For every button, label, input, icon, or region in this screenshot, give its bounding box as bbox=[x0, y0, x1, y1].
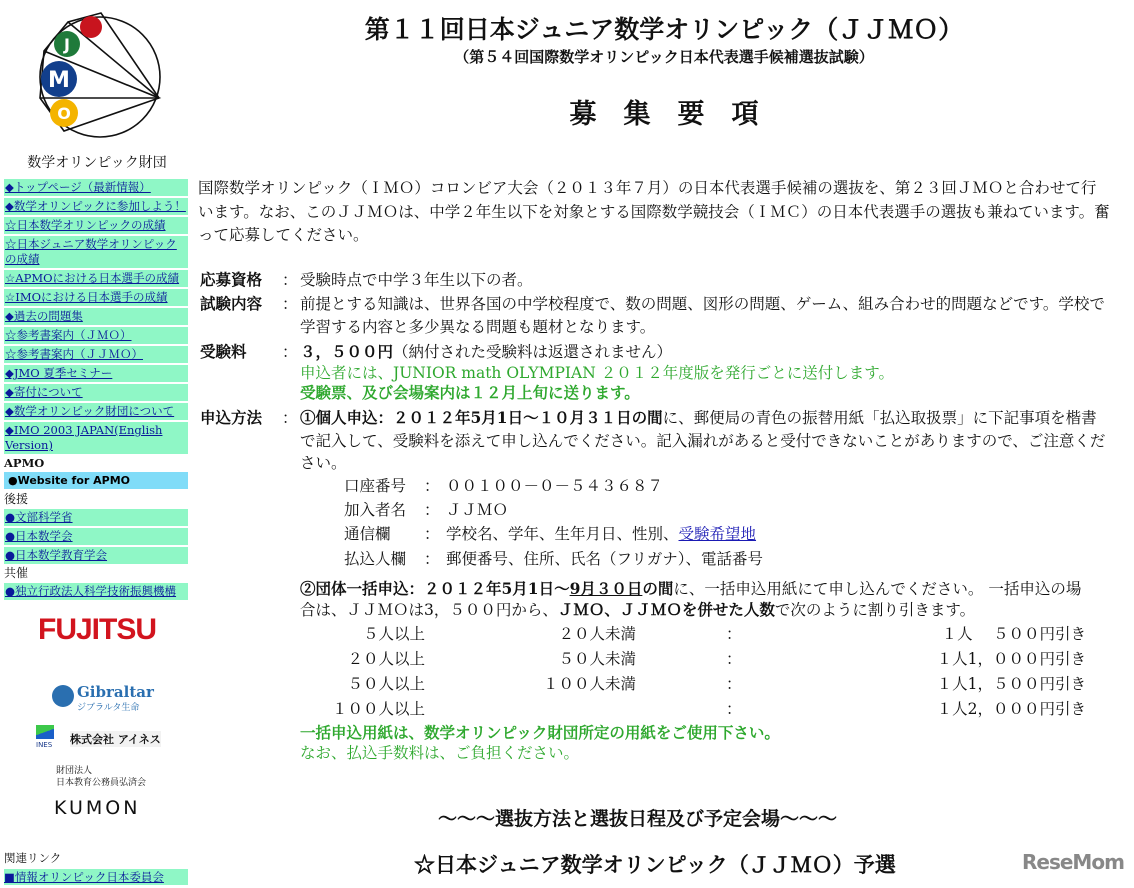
colon: ： bbox=[424, 550, 440, 568]
group-period: ②団体一括申込：２０１２年5月1日〜 bbox=[300, 579, 570, 598]
related-ioi-link[interactable]: ■情報オリンピック日本委員会 bbox=[4, 869, 188, 885]
eligibility-label: 応募資格 bbox=[200, 270, 263, 289]
colon: ： bbox=[424, 477, 440, 495]
resemom-watermark: ReseMom bbox=[1022, 850, 1124, 874]
cosponsor-jst[interactable]: ●独立行政法人科学技術振興機構 bbox=[4, 583, 188, 600]
apmo-website-link[interactable]: ●Website for APMO bbox=[4, 472, 188, 489]
content-label: 試験内容 bbox=[200, 294, 263, 313]
discount-discount: １人1，０００円引き bbox=[936, 650, 1086, 668]
jjmo-preliminary-heading: ☆日本ジュニア数学オリンピック（ＪＪＭＯ）予選 bbox=[414, 852, 896, 877]
related-links bbox=[4, 850, 188, 885]
individual-text: に、郵便局の青色の振替用紙「払込取扱票」に下記事項を楷書 bbox=[662, 409, 1097, 427]
nav-imo2003[interactable]: ◆IMO 2003 JAPAN(English Version) bbox=[4, 422, 188, 454]
discount-from: ２０人以上 bbox=[347, 650, 425, 668]
nav-donation[interactable]: ◆寄付について bbox=[4, 384, 188, 401]
related-heading: 関連リンク bbox=[4, 851, 62, 865]
individual-period: ①個人申込：２０１２年5月1日〜１０月３１日の間 bbox=[300, 408, 663, 427]
discount-to: ２０人未満 bbox=[558, 625, 636, 643]
fee-amount: ３，５００円 bbox=[300, 342, 394, 361]
colon: ： bbox=[282, 409, 298, 427]
field-message-name: 通信欄 bbox=[344, 525, 391, 543]
intro-text: 国際数学オリンピック（ＩＭＯ）コロンビア大会（２０１３年７月）の日本代表選手候補の選抜を、第２３回ＪＭＯと合わせて行います。なお、このＪＪＭＯは、中学２年生以下を対象とする国際数学競技会（ＩＭＣ）の日本代表選手の選抜も兼ねています。奮って応募してください。 bbox=[198, 179, 1110, 244]
field-account-value: ００１００－０－５４３６８７ bbox=[446, 477, 664, 495]
page-title: 第１１回日本ジュニア数学オリンピック（ＪＪＭＯ） bbox=[364, 15, 964, 44]
discount-from: ５０人以上 bbox=[347, 675, 425, 693]
field-message-value bbox=[446, 522, 756, 544]
fee-green-note-2: 受験票、及び会場案内は１２月上旬に送ります。 bbox=[300, 383, 640, 402]
group-text-a: 合は、ＪＪＭＯは3，５００円から、 bbox=[300, 601, 558, 619]
group-deadline: 9月３０日 bbox=[569, 579, 643, 598]
nav-books-jjmo[interactable]: ☆参考書案内（ＪＪＭＯ） bbox=[4, 346, 188, 363]
group-text-b: ＪＭＯ、ＪＪＭＯを併せた人数 bbox=[557, 600, 775, 619]
support-msj[interactable]: ●日本数学会 bbox=[4, 528, 188, 545]
content-line-1: 前提とする知識は、世界各国の中学校程度で、数の問題、図形の問題、ゲーム、組み合わせ的問題などです。学校で bbox=[300, 295, 1105, 313]
discount-sep: ： bbox=[726, 700, 742, 718]
nav-summer-seminar[interactable]: ◆JMO 夏季セミナー bbox=[4, 365, 188, 382]
svg-text:J: J bbox=[64, 35, 70, 54]
apmo-heading: APMO bbox=[4, 456, 45, 470]
kumon-logo[interactable]: KUMON bbox=[54, 797, 141, 819]
support-jsme[interactable]: ●日本数学教育学会 bbox=[4, 547, 188, 564]
gibraltar-icon bbox=[52, 685, 74, 707]
fee-line bbox=[300, 340, 672, 362]
field-account-name: 口座番号 bbox=[344, 477, 407, 495]
discount-discount: １人2，０００円引き bbox=[936, 700, 1086, 718]
nav-apmo-results[interactable]: ☆APMOにおける日本選手の成績 bbox=[4, 270, 188, 287]
nav-top[interactable]: ◆トップページ（最新情報） bbox=[4, 179, 188, 196]
nav-past-problems[interactable]: ◆過去の問題集 bbox=[4, 308, 188, 325]
individual-line-3: さい。 bbox=[300, 454, 347, 472]
group-form-note: 一括申込用紙は、数学オリンピック財団所定の用紙をご使用下さい。 bbox=[300, 723, 780, 742]
kyosai-logo[interactable]: 財団法人 日本教育公務員弘済会 bbox=[56, 766, 147, 788]
content-line-2: 学習する内容と多少異なる問題も題材となります。 bbox=[300, 318, 656, 336]
colon: ： bbox=[424, 525, 440, 543]
field-holder-name: 加入者名 bbox=[344, 501, 407, 519]
field-holder-value: ＪＪＭＯ bbox=[446, 501, 509, 519]
group-period-end: の間 bbox=[642, 579, 674, 598]
discount-from: １００人以上 bbox=[331, 700, 425, 718]
svg-text:O: O bbox=[57, 104, 71, 123]
fee-label: 受験料 bbox=[200, 342, 247, 361]
field-payer-name: 払込人欄 bbox=[344, 550, 407, 568]
sidebar-nav bbox=[4, 179, 188, 602]
ines-icon bbox=[36, 725, 54, 739]
individual-line-1 bbox=[300, 406, 1097, 428]
group-line-2 bbox=[300, 598, 975, 620]
section-title: 募 集 要 項 bbox=[569, 99, 759, 130]
cosponsor-heading: 共催 bbox=[4, 566, 29, 580]
page-subtitle: （第５４回国際数学オリンピック日本代表選手候補選抜試験） bbox=[454, 48, 874, 66]
jmo-logo bbox=[4, 0, 190, 175]
ines-logo[interactable]: INES 株式会社 アイネス bbox=[34, 725, 174, 751]
eligibility-text: 受験時点で中学３年生以下の者。 bbox=[300, 271, 533, 289]
fee-green-note-1: 申込者には、JUNIOR math OLYMPIAN ２０１２年度版を発行ごとに送付します。 bbox=[300, 364, 894, 382]
nav-imo-results[interactable]: ☆IMOにおける日本選手の成績 bbox=[4, 289, 188, 306]
fee-note: （納付された受験料は返還されません） bbox=[393, 343, 673, 361]
nav-jjmo-results[interactable]: ☆日本ジュニア数学オリンピックの成績 bbox=[4, 236, 188, 268]
field-payer-value: 郵便番号、住所、氏名（フリガナ）、電話番号 bbox=[446, 550, 763, 568]
support-mext[interactable]: ●文部科学省 bbox=[4, 509, 188, 526]
nav-jmo-results[interactable]: ☆日本数学オリンピックの成績 bbox=[4, 217, 188, 234]
discount-discount: １人1，５００円引き bbox=[936, 675, 1086, 693]
group-text-c: で次のように割り引きます。 bbox=[774, 601, 976, 619]
group-text: に、一括申込用紙にて申し込んでください。 一括申込の場 bbox=[673, 580, 1082, 598]
org-name: 数学オリンピック財団 bbox=[27, 155, 167, 171]
svg-text:M: M bbox=[48, 68, 70, 93]
discount-sep: ： bbox=[726, 625, 742, 643]
discount-discount: １人 ５００円引き bbox=[941, 625, 1086, 643]
group-line-1 bbox=[300, 577, 1081, 599]
discount-from: ５人以上 bbox=[362, 625, 425, 643]
discount-sep: ： bbox=[726, 675, 742, 693]
nav-participate[interactable]: ◆数学オリンピックに参加しよう！ bbox=[4, 198, 188, 215]
colon: ： bbox=[424, 501, 440, 519]
individual-line-2: で記入して、受験料を添えて申し込んでください。記入漏れがあると受付できないことがありますので、ご注意くだ bbox=[300, 432, 1106, 450]
colon: ： bbox=[282, 295, 298, 313]
fujitsu-logo[interactable]: FUJITSU bbox=[38, 613, 157, 646]
support-heading: 後援 bbox=[4, 492, 29, 506]
discount-to: １００人未満 bbox=[542, 675, 636, 693]
nav-about[interactable]: ◆数学オリンピック財団について bbox=[4, 403, 188, 420]
discount-sep: ： bbox=[726, 650, 742, 668]
nav-books-jmo[interactable]: ☆参考書案内（ＪＭＯ） bbox=[4, 327, 188, 344]
discount-to: ５０人未満 bbox=[558, 650, 636, 668]
group-fee-note: なお、払込手数料は、ご負担ください。 bbox=[300, 744, 580, 762]
colon: ： bbox=[282, 271, 298, 289]
exam-location-link[interactable]: 受験希望地 bbox=[678, 525, 757, 543]
colon: ： bbox=[282, 343, 298, 361]
field-message-text: 学校名、学年、生年月日、性別、 bbox=[446, 525, 679, 543]
apply-label: 申込方法 bbox=[200, 408, 263, 427]
selection-heading: 〜〜〜選抜方法と選抜日程及び予定会場〜〜〜 bbox=[438, 808, 838, 830]
